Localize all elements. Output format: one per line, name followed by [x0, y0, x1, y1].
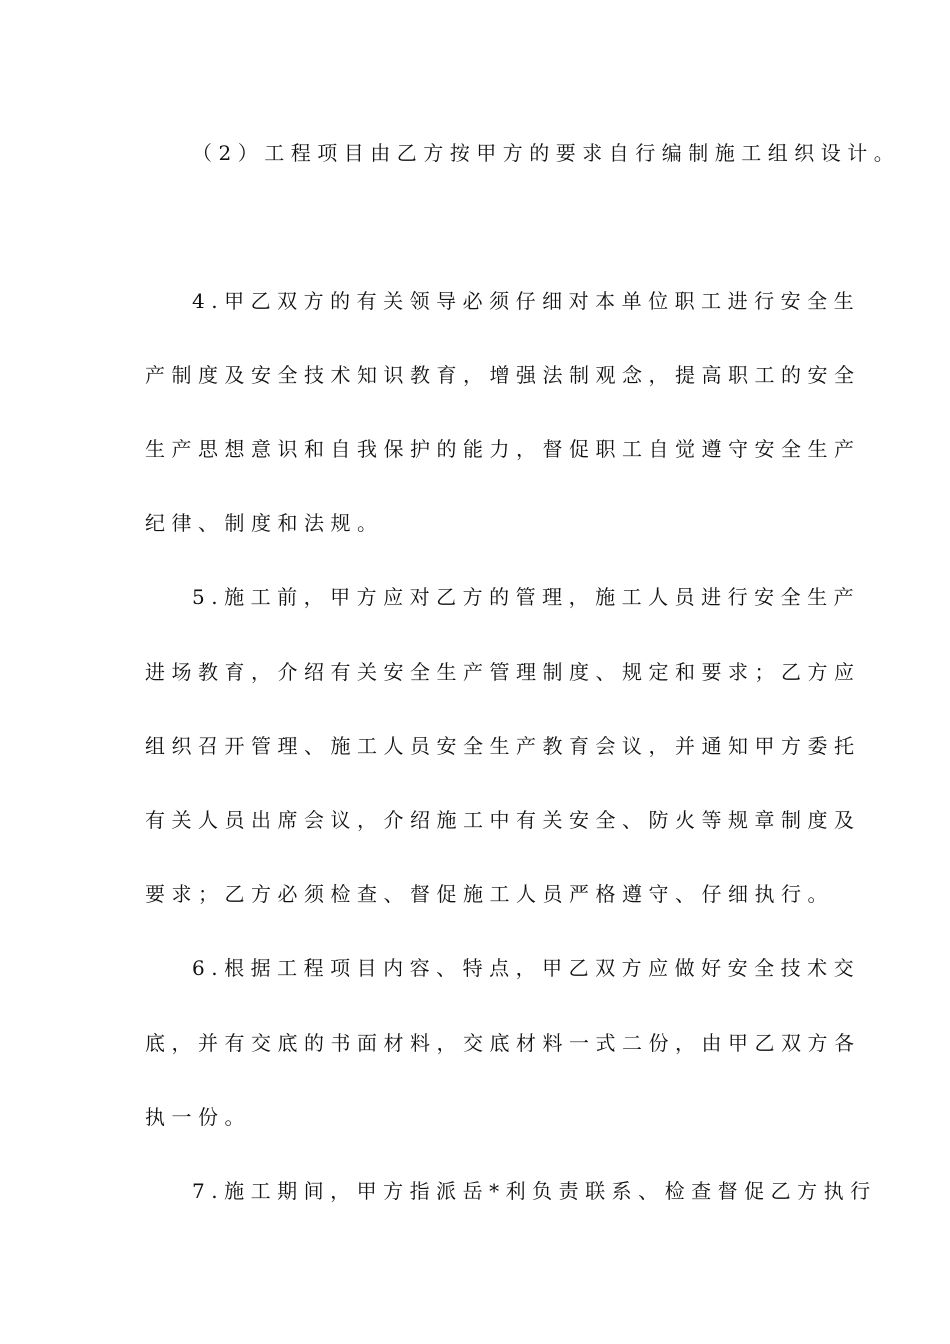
paragraph-6-line-1: 6.根据工程项目内容、特点，甲乙双方应做好安全技术交 [192, 956, 861, 980]
paragraph-4-line-2: 产制度及安全技术知识教育，增强法制观念，提高职工的安全 [145, 363, 861, 387]
paragraph-4-line-3: 生产思想意识和自我保护的能力，督促职工自觉遵守安全生产 [145, 437, 861, 461]
paragraph-5-line-3: 组织召开管理、施工人员安全生产教育会议，并通知甲方委托 [145, 734, 861, 758]
paragraph-5-line-5: 要求；乙方必须检查、督促施工人员严格遵守、仔细执行。 [145, 882, 834, 906]
paragraph-5-line-4: 有关人员出席会议，介绍施工中有关安全、防火等规章制度及 [145, 808, 861, 832]
paragraph-6-line-3: 执一份。 [145, 1105, 251, 1129]
paragraph-4-line-1: 4.甲乙双方的有关领导必须仔细对本单位职工进行安全生 [192, 289, 861, 313]
paragraph-2-line-1: （2）工程项目由乙方按甲方的要求自行编制施工组织设计。 [192, 141, 901, 165]
paragraph-7-line-1: 7.施工期间，甲方指派岳*利负责联系、检查督促乙方执行 [192, 1179, 877, 1203]
paragraph-6-line-2: 底，并有交底的书面材料，交底材料一式二份，由甲乙双方各 [145, 1031, 861, 1055]
paragraph-5-line-2: 进场教育，介绍有关安全生产管理制度、规定和要求；乙方应 [145, 660, 861, 684]
paragraph-5-line-1: 5.施工前，甲方应对乙方的管理，施工人员进行安全生产 [192, 585, 861, 609]
paragraph-4-line-4: 纪律、制度和法规。 [145, 511, 384, 535]
